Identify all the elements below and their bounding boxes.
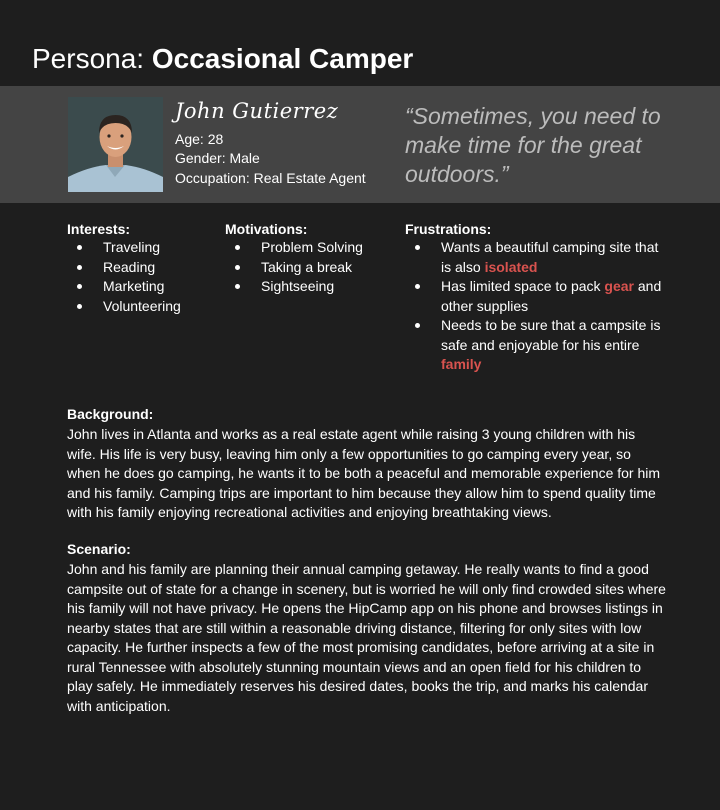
motivations-list (225, 238, 395, 297)
bullet-icon (235, 245, 240, 250)
list-item: Problem Solving (225, 238, 395, 258)
list-item: Needs to be sure that a campsite is safe and enjoyable for his entire family (405, 316, 665, 375)
bullet-icon (77, 284, 82, 289)
bullet-icon (415, 323, 420, 328)
persona-name: John Gutierrez (175, 99, 339, 123)
list-item: Has limited space to pack gear and other supplies (405, 277, 665, 316)
interests-list (67, 238, 217, 316)
highlight-text: isolated (484, 258, 538, 275)
list-item: Taking a break (225, 258, 395, 278)
persona-photo (68, 97, 163, 192)
bullet-icon (235, 284, 240, 289)
list-item: Reading (67, 258, 217, 278)
bullet-icon (415, 245, 420, 250)
list-item: Volunteering (67, 297, 217, 317)
title-prefix: Persona: (32, 43, 152, 74)
motivations-heading: Motivations: (225, 221, 308, 237)
bullet-icon (235, 265, 240, 270)
background-text: John lives in Atlanta and works as a real estate agent while raising 3 young children with his wife. His life is very busy, leaving him only a few opportunities to go camping every year, so when he does go camping, he wants it to be both a peaceful and memorable experience for him and his family. Camping trips are important to him because they allow him to spend quality time with his family enjoying recreational activities and enjoying breathtaking views. (67, 426, 661, 520)
scenario-text: John and his family are planning their annual camping getaway. He really wants to find a good campsite out of state for a change in scenery, but is worried he will only find crowded sites where his family will not have privacy. He opens the HipCamp app on his phone and browses listings in nearby states that are still within a reasonable driving distance, filtering for only sites with low capacity. He further inspects a few of the most promising candidates, before arriving at a site in rural Tennessee with absolutely stunning mountain views and an open field for his children to play safely. He immediately reserves his desired dates, books the trip, and marks his calendar with anticipation. (67, 561, 666, 714)
bullet-icon (77, 265, 82, 270)
list-item: Sightseeing (225, 277, 395, 297)
frustrations-list (405, 238, 665, 375)
persona-quote: “Sometimes, you need to make time for the great outdoors.” (405, 103, 661, 187)
list-item: Wants a beautiful camping site that is also isolated (405, 238, 665, 277)
persona-age: Age: 28 (175, 131, 224, 147)
frustrations-heading: Frustrations: (405, 221, 492, 237)
bullet-icon (77, 304, 82, 309)
page-title (32, 40, 413, 78)
persona-occupation: Occupation: Real Estate Agent (175, 170, 366, 186)
list-item: Traveling (67, 238, 217, 258)
highlight-text: gear (604, 278, 634, 294)
scenario-heading: Scenario: (67, 541, 131, 557)
background-heading: Background: (67, 406, 154, 422)
highlight-text: family (441, 356, 482, 372)
title-main: Occasional Camper (151, 43, 414, 74)
persona-gender: Gender: Male (175, 150, 260, 166)
bullet-icon (415, 284, 420, 289)
list-item: Marketing (67, 277, 217, 297)
bullet-icon (77, 245, 82, 250)
interests-heading: Interests: (67, 221, 131, 237)
